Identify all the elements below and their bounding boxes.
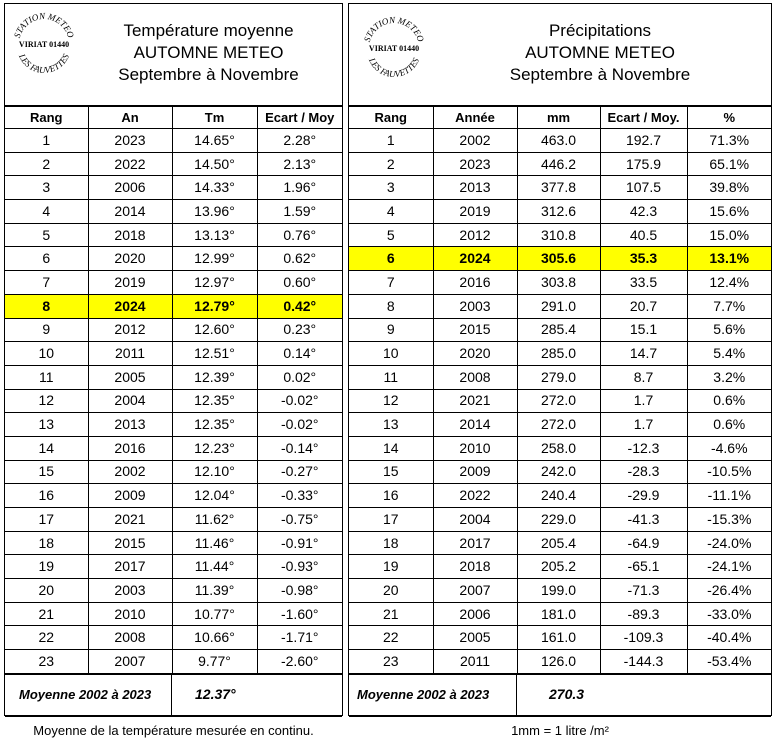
- precipitation-cell: 285.0: [517, 342, 600, 366]
- precipitation-cell: 7.7%: [687, 294, 771, 318]
- temperature-cell: 2014: [88, 200, 172, 224]
- temperature-cell: 12.97°: [172, 271, 257, 295]
- temperature-cell: -0.33°: [257, 484, 342, 508]
- temperature-row: [5, 389, 342, 413]
- temperature-cell: 0.76°: [257, 223, 342, 247]
- temperature-cell: 0.60°: [257, 271, 342, 295]
- temperature-row: [5, 484, 342, 508]
- precipitation-cell: 272.0: [517, 413, 600, 437]
- temperature-cell: 2013: [88, 413, 172, 437]
- temperature-cell: 14: [5, 436, 88, 460]
- temperature-header: [5, 4, 342, 106]
- precipitation-row: [349, 223, 771, 247]
- temperature-cell: 2015: [88, 531, 172, 555]
- temperature-cell: 2021: [88, 508, 172, 532]
- temperature-cell: 2011: [88, 342, 172, 366]
- temperature-row: [5, 650, 342, 674]
- precipitation-cell: 2014: [433, 413, 517, 437]
- precipitation-cell: 35.3: [600, 247, 687, 271]
- precipitation-cell: 0.6%: [687, 389, 771, 413]
- precipitation-cell: -144.3: [600, 650, 687, 674]
- temperature-cell: -0.27°: [257, 460, 342, 484]
- precipitation-cell: 291.0: [517, 294, 600, 318]
- col-rang: Rang: [5, 107, 88, 129]
- precipitation-cell: 258.0: [517, 436, 600, 460]
- precipitation-cell: 279.0: [517, 365, 600, 389]
- average-value: 270.3: [549, 685, 585, 702]
- precipitation-cell: -29.9: [600, 484, 687, 508]
- precipitation-row: [349, 579, 771, 603]
- precipitation-cell: 240.4: [517, 484, 600, 508]
- precipitation-cell: -11.1%: [687, 484, 771, 508]
- temperature-cell: 2010: [88, 602, 172, 626]
- temperature-cell: 11.46°: [172, 531, 257, 555]
- precipitation-row: [349, 531, 771, 555]
- precipitation-cell: 9: [349, 318, 433, 342]
- temperature-row: [5, 460, 342, 484]
- temperature-table: [5, 106, 342, 674]
- precipitation-cell: -71.3: [600, 579, 687, 603]
- precipitation-cell: 2018: [433, 555, 517, 579]
- precipitation-row: [349, 413, 771, 437]
- temperature-cell: 20: [5, 579, 88, 603]
- temperature-cell: -0.02°: [257, 389, 342, 413]
- temperature-average: [5, 674, 342, 716]
- temperature-cell: 2017: [88, 555, 172, 579]
- temperature-cell: 11.39°: [172, 579, 257, 603]
- precipitation-cell: 8.7: [600, 365, 687, 389]
- temperature-cell: -1.71°: [257, 626, 342, 650]
- precipitation-cell: 12.4%: [687, 271, 771, 295]
- temperature-row: [5, 555, 342, 579]
- precipitation-cell: 2020: [433, 342, 517, 366]
- precipitation-row: [349, 342, 771, 366]
- temperature-cell: 21: [5, 602, 88, 626]
- precipitation-cell: -40.4%: [687, 626, 771, 650]
- temperature-cell: 2: [5, 152, 88, 176]
- temperature-cell: 8: [5, 294, 88, 318]
- svg-text:VIRIAT 01440: VIRIAT 01440: [368, 44, 420, 53]
- precipitation-table-header: [349, 107, 771, 129]
- precipitation-cell: -12.3: [600, 436, 687, 460]
- temperature-cell: 0.62°: [257, 247, 342, 271]
- temperature-cell: 2022: [88, 152, 172, 176]
- temperature-cell: 10.77°: [172, 602, 257, 626]
- temperature-note: Moyenne de la température mesurée en continu.: [5, 716, 342, 745]
- precipitation-cell: 14: [349, 436, 433, 460]
- precipitation-row: [349, 176, 771, 200]
- precipitation-cell: 18: [349, 531, 433, 555]
- temperature-cell: 13.13°: [172, 223, 257, 247]
- precipitation-row: [349, 555, 771, 579]
- precipitation-cell: -65.1: [600, 555, 687, 579]
- precipitation-cell: -33.0%: [687, 602, 771, 626]
- precipitation-row: [349, 460, 771, 484]
- svg-text:STATION METEO: STATION METEO: [361, 14, 427, 44]
- temperature-cell: 12.04°: [172, 484, 257, 508]
- temperature-row: [5, 531, 342, 555]
- precipitation-cell: 2016: [433, 271, 517, 295]
- precipitation-cell: 23: [349, 650, 433, 674]
- precipitation-cell: 15.0%: [687, 223, 771, 247]
- temperature-cell: 2019: [88, 271, 172, 295]
- temperature-table-header: [5, 107, 342, 129]
- precipitation-cell: 161.0: [517, 626, 600, 650]
- precipitation-cell: 2023: [433, 152, 517, 176]
- precipitation-cell: 15.1: [600, 318, 687, 342]
- precipitation-cell: -89.3: [600, 602, 687, 626]
- svg-text:STATION METEO: STATION METEO: [11, 10, 77, 40]
- precipitation-row: [349, 389, 771, 413]
- precipitation-cell: 2010: [433, 436, 517, 460]
- precipitation-cell: -109.3: [600, 626, 687, 650]
- temperature-cell: 1: [5, 129, 88, 153]
- precipitation-cell: 303.8: [517, 271, 600, 295]
- precipitation-panel: [348, 3, 772, 738]
- precipitation-cell: 2013: [433, 176, 517, 200]
- temperature-cell: 12.51°: [172, 342, 257, 366]
- average-value: 12.37°: [195, 685, 236, 702]
- temperature-cell: 2012: [88, 318, 172, 342]
- temperature-cell: 11: [5, 365, 88, 389]
- precipitation-cell: 3.2%: [687, 365, 771, 389]
- precipitation-cell: 305.6: [517, 247, 600, 271]
- col-rang: Rang: [349, 107, 433, 129]
- temperature-cell: 4: [5, 200, 88, 224]
- precipitation-cell: 1.7: [600, 413, 687, 437]
- precipitation-title: Précipitations AUTOMNE METEO Septembre à Novembre: [509, 21, 691, 84]
- precipitation-cell: 377.8: [517, 176, 600, 200]
- temperature-cell: 15: [5, 460, 88, 484]
- temperature-cell: -1.60°: [257, 602, 342, 626]
- temperature-cell: 18: [5, 531, 88, 555]
- svg-text:LES FAUVETTES: LES FAUVETTES: [16, 52, 72, 76]
- precipitation-cell: 446.2: [517, 152, 600, 176]
- temperature-cell: 2016: [88, 436, 172, 460]
- precipitation-cell: 463.0: [517, 129, 600, 153]
- precipitation-cell: 33.5: [600, 271, 687, 295]
- temperature-cell: 14.33°: [172, 176, 257, 200]
- temperature-cell: 1.96°: [257, 176, 342, 200]
- temperature-cell: 2004: [88, 389, 172, 413]
- temperature-cell: 2008: [88, 626, 172, 650]
- temperature-row: [5, 365, 342, 389]
- average-label: Moyenne 2002 à 2023: [357, 686, 490, 702]
- precipitation-row: [349, 294, 771, 318]
- temperature-cell: 13: [5, 413, 88, 437]
- average-divider: [516, 675, 517, 716]
- temperature-cell: 1.59°: [257, 200, 342, 224]
- temperature-cell: 12.39°: [172, 365, 257, 389]
- precipitation-cell: 22: [349, 626, 433, 650]
- temperature-cell: 12.10°: [172, 460, 257, 484]
- precipitation-cell: 1.7: [600, 389, 687, 413]
- precipitation-row: [349, 650, 771, 674]
- precipitation-cell: -41.3: [600, 508, 687, 532]
- precipitation-cell: -15.3%: [687, 508, 771, 532]
- precipitation-cell: 65.1%: [687, 152, 771, 176]
- temperature-cell: 17: [5, 508, 88, 532]
- precipitation-cell: 2003: [433, 294, 517, 318]
- temperature-cell: 2020: [88, 247, 172, 271]
- precipitation-row: [349, 200, 771, 224]
- temperature-cell: 2.13°: [257, 152, 342, 176]
- temperature-row: [5, 413, 342, 437]
- station-stamp-logo: [9, 6, 79, 76]
- col-annee: Année: [433, 107, 517, 129]
- temperature-cell: 12.35°: [172, 413, 257, 437]
- temperature-cell: 10.66°: [172, 626, 257, 650]
- temperature-row: [5, 271, 342, 295]
- temperature-cell: 2018: [88, 223, 172, 247]
- precipitation-cell: 2004: [433, 508, 517, 532]
- precipitation-cell: 40.5: [600, 223, 687, 247]
- temperature-cell: 0.02°: [257, 365, 342, 389]
- temperature-cell: 14.65°: [172, 129, 257, 153]
- precipitation-cell: 2009: [433, 460, 517, 484]
- temperature-cell: 12.35°: [172, 389, 257, 413]
- precipitation-cell: 199.0: [517, 579, 600, 603]
- svg-text:VIRIAT 01440: VIRIAT 01440: [18, 40, 70, 49]
- precipitation-cell: 310.8: [517, 223, 600, 247]
- temperature-row: [5, 318, 342, 342]
- precipitation-cell: -26.4%: [687, 579, 771, 603]
- temperature-row: [5, 342, 342, 366]
- precipitation-cell: 0.6%: [687, 413, 771, 437]
- precipitation-cell: 11: [349, 365, 433, 389]
- temperature-cell: -0.02°: [257, 413, 342, 437]
- temperature-cell: 12.23°: [172, 436, 257, 460]
- precipitation-row: [349, 271, 771, 295]
- temperature-row: [5, 579, 342, 603]
- precipitation-cell: 7: [349, 271, 433, 295]
- temperature-cell: 7: [5, 271, 88, 295]
- precipitation-cell: 16: [349, 484, 433, 508]
- precipitation-cell: 181.0: [517, 602, 600, 626]
- temperature-row: [5, 602, 342, 626]
- precipitation-cell: 20: [349, 579, 433, 603]
- temperature-cell: 6: [5, 247, 88, 271]
- precipitation-cell: 2008: [433, 365, 517, 389]
- temperature-cell: 13.96°: [172, 200, 257, 224]
- precipitation-cell: 126.0: [517, 650, 600, 674]
- temperature-row: [5, 176, 342, 200]
- precipitation-cell: -24.1%: [687, 555, 771, 579]
- precipitation-cell: 2011: [433, 650, 517, 674]
- col-ecart: Ecart / Moy.: [600, 107, 687, 129]
- precipitation-cell: 107.5: [600, 176, 687, 200]
- temperature-cell: 12.99°: [172, 247, 257, 271]
- temperature-cell: -0.98°: [257, 579, 342, 603]
- precipitation-cell: -53.4%: [687, 650, 771, 674]
- col-tm: Tm: [172, 107, 257, 129]
- precipitation-cell: 1: [349, 129, 433, 153]
- col-mm: mm: [517, 107, 600, 129]
- temperature-cell: -0.91°: [257, 531, 342, 555]
- precipitation-cell: 205.4: [517, 531, 600, 555]
- precipitation-cell: 6: [349, 247, 433, 271]
- precipitation-cell: 272.0: [517, 389, 600, 413]
- precipitation-row: [349, 247, 771, 271]
- precipitation-row: [349, 129, 771, 153]
- precipitation-cell: 205.2: [517, 555, 600, 579]
- temperature-cell: 2005: [88, 365, 172, 389]
- precipitation-cell: 2012: [433, 223, 517, 247]
- precipitation-cell: 4: [349, 200, 433, 224]
- temperature-cell: -2.60°: [257, 650, 342, 674]
- temperature-cell: 0.14°: [257, 342, 342, 366]
- average-label: Moyenne 2002 à 2023: [19, 686, 152, 702]
- precipitation-cell: 2002: [433, 129, 517, 153]
- precipitation-table: [349, 106, 771, 674]
- temperature-cell: 11.62°: [172, 508, 257, 532]
- precipitation-note: 1mm = 1 litre /m²: [349, 716, 771, 745]
- precipitation-cell: 312.6: [517, 200, 600, 224]
- precipitation-cell: -4.6%: [687, 436, 771, 460]
- precipitation-cell: 2005: [433, 626, 517, 650]
- temperature-cell: 9: [5, 318, 88, 342]
- temperature-row: [5, 200, 342, 224]
- svg-text:LES FAUVETTES: LES FAUVETTES: [366, 56, 422, 80]
- temperature-cell: -0.93°: [257, 555, 342, 579]
- temperature-row: [5, 152, 342, 176]
- precipitation-cell: 2022: [433, 484, 517, 508]
- precipitation-cell: 2006: [433, 602, 517, 626]
- average-divider: [171, 675, 172, 716]
- temperature-cell: 12.60°: [172, 318, 257, 342]
- col-ecart: Ecart / Moy: [257, 107, 342, 129]
- temperature-row: [5, 223, 342, 247]
- precipitation-cell: 5.6%: [687, 318, 771, 342]
- precipitation-cell: 21: [349, 602, 433, 626]
- temperature-cell: 12.79°: [172, 294, 257, 318]
- precipitation-cell: 17: [349, 508, 433, 532]
- precipitation-row: [349, 484, 771, 508]
- temperature-cell: 10: [5, 342, 88, 366]
- precipitation-cell: 5: [349, 223, 433, 247]
- temperature-cell: 2009: [88, 484, 172, 508]
- precipitation-cell: 12: [349, 389, 433, 413]
- temperature-cell: 16: [5, 484, 88, 508]
- precipitation-row: [349, 365, 771, 389]
- temperature-cell: 3: [5, 176, 88, 200]
- temperature-cell: 19: [5, 555, 88, 579]
- precipitation-cell: 20.7: [600, 294, 687, 318]
- precipitation-cell: -64.9: [600, 531, 687, 555]
- temperature-row: [5, 626, 342, 650]
- precipitation-cell: 2: [349, 152, 433, 176]
- col-percent: %: [687, 107, 771, 129]
- precipitation-row: [349, 152, 771, 176]
- precipitation-cell: 2017: [433, 531, 517, 555]
- precipitation-row: [349, 626, 771, 650]
- temperature-row: [5, 247, 342, 271]
- precipitation-cell: 13: [349, 413, 433, 437]
- temperature-cell: -0.75°: [257, 508, 342, 532]
- precipitation-cell: 285.4: [517, 318, 600, 342]
- precipitation-cell: 242.0: [517, 460, 600, 484]
- temperature-cell: -0.14°: [257, 436, 342, 460]
- precipitation-cell: 5.4%: [687, 342, 771, 366]
- temperature-cell: 2006: [88, 176, 172, 200]
- precipitation-cell: -24.0%: [687, 531, 771, 555]
- precipitation-cell: 192.7: [600, 129, 687, 153]
- precipitation-cell: -28.3: [600, 460, 687, 484]
- precipitation-row: [349, 602, 771, 626]
- precipitation-cell: 14.7: [600, 342, 687, 366]
- precipitation-cell: 19: [349, 555, 433, 579]
- precipitation-average: [349, 674, 771, 716]
- precipitation-cell: 175.9: [600, 152, 687, 176]
- temperature-cell: 23: [5, 650, 88, 674]
- precipitation-cell: 15: [349, 460, 433, 484]
- temperature-cell: 5: [5, 223, 88, 247]
- precipitation-cell: 2019: [433, 200, 517, 224]
- temperature-cell: 2003: [88, 579, 172, 603]
- precipitation-cell: 2024: [433, 247, 517, 271]
- precipitation-cell: 15.6%: [687, 200, 771, 224]
- precipitation-cell: 39.8%: [687, 176, 771, 200]
- precipitation-cell: 229.0: [517, 508, 600, 532]
- temperature-cell: 11.44°: [172, 555, 257, 579]
- precipitation-row: [349, 508, 771, 532]
- precipitation-cell: -10.5%: [687, 460, 771, 484]
- precipitation-cell: 71.3%: [687, 129, 771, 153]
- temperature-cell: 2024: [88, 294, 172, 318]
- precipitation-row: [349, 436, 771, 460]
- temperature-cell: 22: [5, 626, 88, 650]
- precipitation-header: [349, 4, 771, 106]
- temperature-cell: 0.23°: [257, 318, 342, 342]
- precipitation-cell: 2015: [433, 318, 517, 342]
- station-stamp-logo: [359, 10, 429, 80]
- temperature-cell: 14.50°: [172, 152, 257, 176]
- col-an: An: [88, 107, 172, 129]
- temperature-row: [5, 436, 342, 460]
- temperature-cell: 2023: [88, 129, 172, 153]
- temperature-cell: 9.77°: [172, 650, 257, 674]
- temperature-cell: 2.28°: [257, 129, 342, 153]
- temperature-row: [5, 508, 342, 532]
- precipitation-row: [349, 318, 771, 342]
- temperature-cell: 2002: [88, 460, 172, 484]
- precipitation-cell: 10: [349, 342, 433, 366]
- temperature-cell: 0.42°: [257, 294, 342, 318]
- temperature-cell: 2007: [88, 650, 172, 674]
- precipitation-cell: 8: [349, 294, 433, 318]
- temperature-row: [5, 129, 342, 153]
- temperature-cell: 12: [5, 389, 88, 413]
- precipitation-cell: 3: [349, 176, 433, 200]
- temperature-row: [5, 294, 342, 318]
- precipitation-cell: 13.1%: [687, 247, 771, 271]
- temperature-title: Température moyenne AUTOMNE METEO Septembre à Novembre: [118, 21, 299, 84]
- precipitation-cell: 42.3: [600, 200, 687, 224]
- precipitation-cell: 2007: [433, 579, 517, 603]
- precipitation-cell: 2021: [433, 389, 517, 413]
- temperature-panel: [4, 3, 343, 738]
